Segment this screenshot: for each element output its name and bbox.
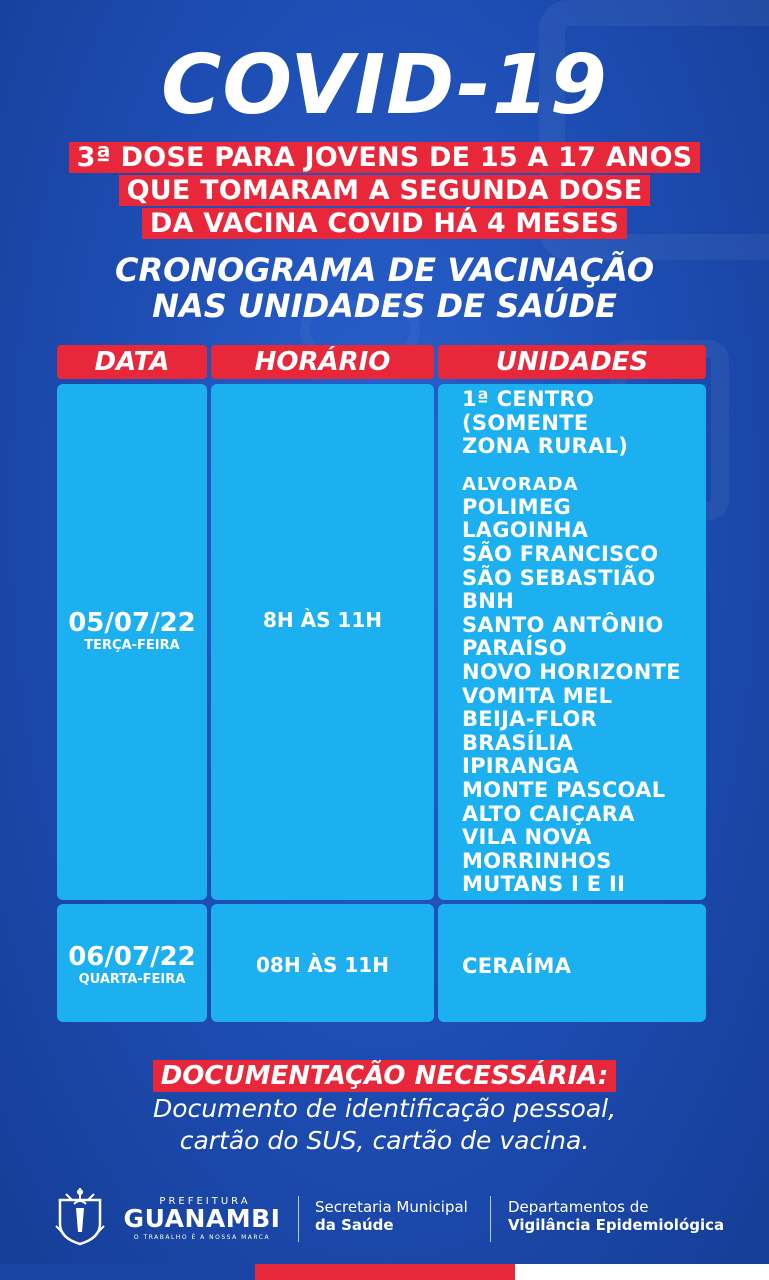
footer: [0, 1180, 769, 1260]
row1-time-cell: [211, 384, 434, 900]
secretaria-label: [315, 1198, 468, 1234]
list-item: BNH: [462, 589, 515, 614]
row1-time: 8H ÀS 11H: [262, 608, 383, 632]
documentation-block: [0, 1060, 769, 1156]
row1-date-cell: [57, 384, 207, 900]
list-item: MUTANS I E II: [462, 872, 626, 897]
section-title-line: NAS UNIDADES DE SAÚDE: [152, 287, 617, 325]
list-item: VILA NOVA: [462, 825, 592, 850]
subtitle-line: QUE TOMARAM A SEGUNDA DOSE: [119, 175, 651, 206]
section-title: [0, 252, 769, 324]
page-title: COVID-19: [161, 38, 608, 133]
row1-units-cell: [438, 384, 706, 900]
list-item: PARAÍSO: [462, 636, 568, 661]
units-list: [462, 388, 712, 897]
header-horario: HORÁRIO: [211, 345, 434, 379]
list-item: ALTO CAIÇARA: [462, 801, 635, 826]
list-item: SÃO SEBASTIÃO: [462, 565, 656, 590]
subtitle-banner: [0, 142, 769, 241]
secretaria-line: da Saúde: [315, 1216, 394, 1234]
row1-date: 05/07/22: [68, 608, 196, 638]
list-item: (SOMENTE: [462, 410, 589, 435]
prefeitura-label: PREFEITURA: [159, 1196, 251, 1207]
list-item: SÃO FRANCISCO: [462, 541, 659, 566]
departamentos-line: Departamentos de: [508, 1198, 649, 1216]
subtitle-line: 3ª DOSE PARA JOVENS DE 15 A 17 ANOS: [69, 142, 701, 173]
footer-divider: [490, 1196, 491, 1242]
bottom-stripe: [255, 1264, 515, 1280]
documentation-line: cartão do SUS, cartão de vacina.: [179, 1126, 590, 1155]
row2-units-cell: [438, 904, 706, 1022]
row2-time: 08H ÀS 11H: [256, 953, 389, 977]
departamentos-label: [508, 1198, 724, 1234]
city-name: GUANAMBI: [123, 1204, 281, 1233]
bottom-stripe: [515, 1264, 769, 1280]
departamentos-line: Vigilância Epidemiológica: [508, 1216, 725, 1234]
list-item: CERAÍMA: [462, 954, 572, 978]
subtitle-line: DA VACINA COVID HÁ 4 MESES: [142, 208, 627, 239]
list-item: MONTE PASCOAL: [462, 777, 666, 802]
city-crest-icon: [52, 1186, 108, 1246]
row2-weekday: QUARTA-FEIRA: [78, 972, 186, 987]
header-unidades: UNIDADES: [438, 345, 706, 379]
list-item: BEIJA-FLOR: [462, 707, 597, 732]
footer-divider: [298, 1196, 299, 1242]
list-item: IPIRANGA: [462, 754, 579, 779]
list-item: POLIMEG: [462, 494, 572, 519]
header-data: DATA: [57, 345, 207, 379]
row1-weekday: TERÇA-FEIRA: [84, 638, 180, 653]
list-item: 1ª CENTRO: [462, 387, 595, 411]
section-title-line: CRONOGRAMA DE VACINAÇÃO: [114, 251, 655, 289]
list-item: LAGOINHA: [462, 518, 589, 543]
list-item: SANTO ANTÔNIO: [462, 612, 664, 637]
secretaria-line: Secretaria Municipal: [315, 1198, 468, 1216]
list-item: ALVORADA: [462, 473, 579, 495]
documentation-line: Documento de identificação pessoal,: [152, 1094, 617, 1123]
list-item: MORRINHOS: [462, 848, 612, 873]
row2-date: 06/07/22: [68, 942, 196, 972]
documentation-title: DOCUMENTAÇÃO NECESSÁRIA:: [153, 1060, 617, 1092]
bottom-stripe: [0, 1264, 255, 1280]
list-item: BRASÍLIA: [462, 730, 574, 755]
row2-time-cell: [211, 904, 434, 1022]
city-slogan: O TRABALHO É A NOSSA MARCA: [133, 1234, 271, 1241]
list-item: ZONA RURAL): [462, 434, 629, 459]
list-item: NOVO HORIZONTE: [462, 659, 681, 684]
list-item: VOMITA MEL: [462, 683, 613, 708]
row2-date-cell: [57, 904, 207, 1022]
